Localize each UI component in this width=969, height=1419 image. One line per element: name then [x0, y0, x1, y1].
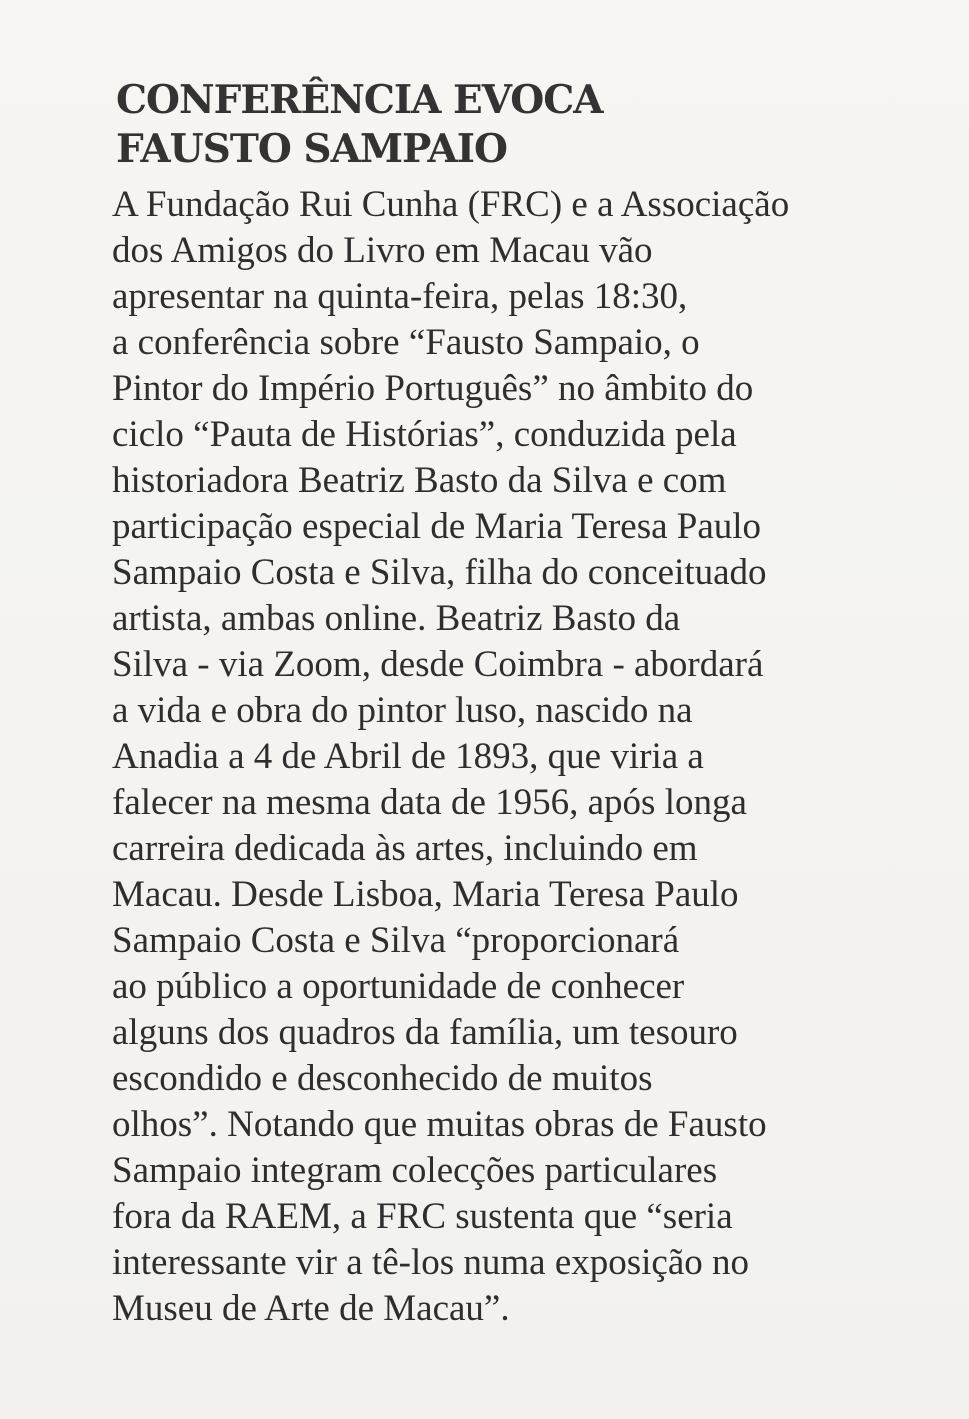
- body-line: interessante vir a tê-los numa exposição no: [112, 1242, 750, 1283]
- body-line: Museu de Arte de Macau”.: [112, 1288, 510, 1329]
- body-line: ao público a oportunidade de conhecer: [112, 966, 685, 1007]
- body-line: Sampaio Costa e Silva, filha do conceituado: [112, 552, 767, 593]
- body-line: dos Amigos do Livro em Macau vão: [112, 230, 653, 271]
- body-line: a conferência sobre “Fausto Sampaio, o: [112, 322, 700, 363]
- body-line: participação especial de Maria Teresa Paulo: [112, 506, 762, 547]
- body-line: a vida e obra do pintor luso, nascido na: [112, 690, 693, 731]
- headline-line: FAUSTO SAMPAIO: [116, 126, 507, 172]
- body-line: apresentar na quinta-feira, pelas 18:30,: [112, 276, 688, 317]
- body-line: historiadora Beatriz Basto da Silva e com: [112, 460, 727, 501]
- body-line: olhos”. Notando que muitas obras de Fausto: [112, 1104, 767, 1145]
- headline: [116, 76, 872, 174]
- body-line: carreira dedicada às artes, incluindo em: [112, 828, 698, 869]
- headline-line: CONFERÊNCIA EVOCA: [116, 77, 603, 123]
- body-line: Anadia a 4 de Abril de 1893, que viria a: [112, 736, 704, 777]
- body-line: fora da RAEM, a FRC sustenta que “seria: [112, 1196, 733, 1237]
- body-line: alguns dos quadros da família, um tesouro: [112, 1012, 738, 1053]
- body-line: ciclo “Pauta de Histórias”, conduzida pela: [112, 414, 737, 455]
- body-line: Silva - via Zoom, desde Coimbra - abordará: [112, 644, 764, 685]
- body-line: Pintor do Império Português” no âmbito do: [112, 368, 754, 409]
- body-line: escondido e desconhecido de muitos: [112, 1058, 653, 1099]
- article: [112, 76, 872, 1332]
- body-line: falecer na mesma data de 1956, após longa: [112, 782, 747, 823]
- article-body: [112, 182, 872, 1332]
- body-line: Sampaio Costa e Silva “proporcionará: [112, 920, 680, 961]
- body-line: Macau. Desde Lisboa, Maria Teresa Paulo: [112, 874, 739, 915]
- body-line: artista, ambas online. Beatriz Basto da: [112, 598, 681, 639]
- body-line: Sampaio integram colecções particulares: [112, 1150, 718, 1191]
- body-line: A Fundação Rui Cunha (FRC) e a Associação: [112, 184, 790, 225]
